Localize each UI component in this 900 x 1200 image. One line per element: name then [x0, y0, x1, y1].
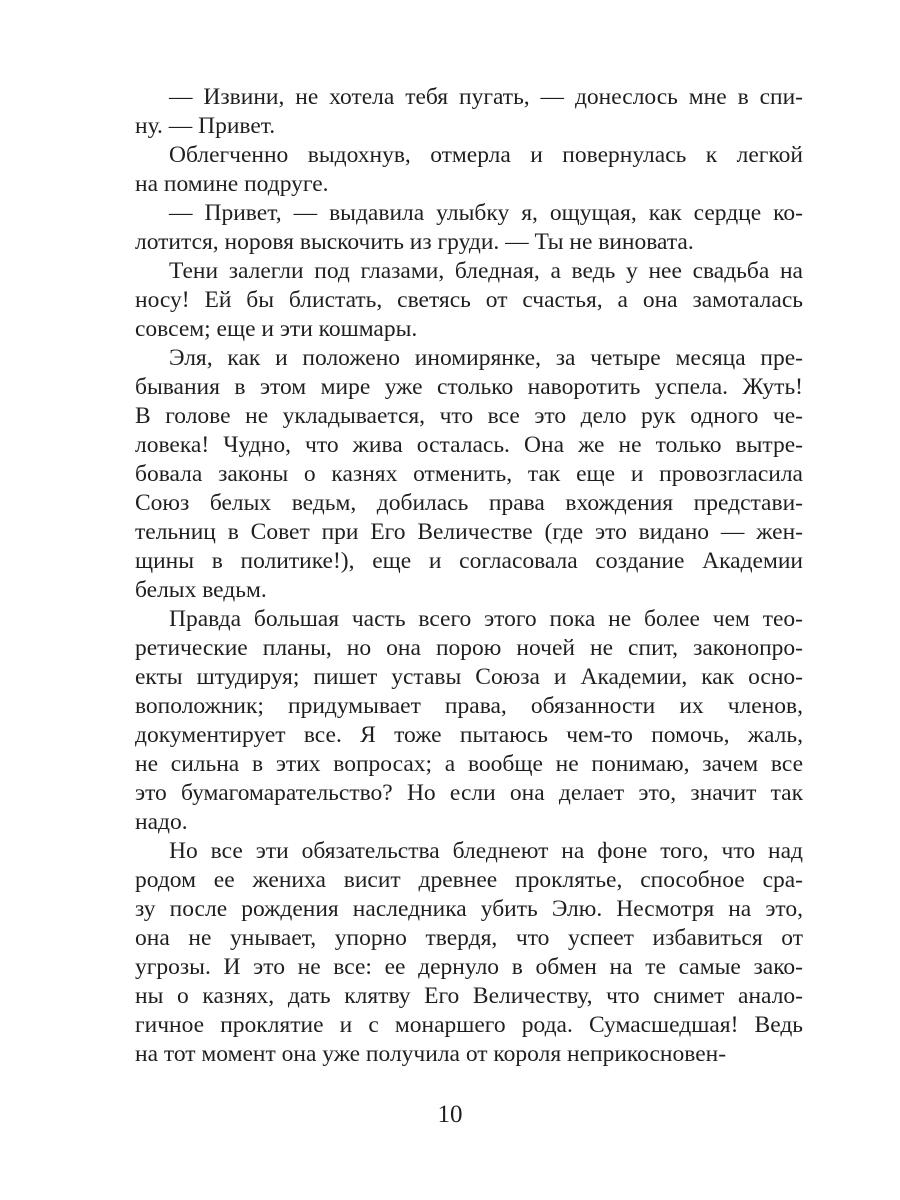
- text-line: бовала законы о казнях отменить, так еще и провозгласила: [135, 461, 803, 487]
- text-line: В голове не укладывается, что все это дело рук одного че-: [135, 403, 803, 429]
- text-line: документирует все. Я тоже пытаюсь чем-то помочь, жаль,: [135, 722, 803, 748]
- text-line: ны о казнях, дать клятву Его Величеству, что снимет анало-: [135, 983, 803, 1009]
- paragraph: [135, 257, 803, 344]
- text-line: надо.: [135, 809, 188, 835]
- text-line: лотится, норовя выскочить из груди. — Ты не виновата.: [135, 229, 694, 255]
- text-line: Эля, как и положено иномирянке, за четыре месяца пре-: [169, 345, 803, 371]
- text-line: бывания в этом мире уже столько наворотить успела. Жуть!: [135, 374, 803, 400]
- text-line: это бумагомарательство? Но если она делает это, значит так: [135, 780, 803, 806]
- text-line: Но все эти обязательства бледнеют на фоне того, что над: [169, 838, 803, 864]
- text-line: воположник; придумывает права, обязанности их членов,: [135, 693, 803, 719]
- text-line: носу! Ей бы блистать, светясь от счастья, а она замоталась: [135, 287, 803, 313]
- paragraph: [135, 344, 803, 605]
- text-line: — Привет, — выдавила улыбку я, ощущая, как сердце ко-: [169, 200, 803, 226]
- page-text: [135, 83, 803, 1069]
- text-line: на помине подруге.: [135, 171, 329, 197]
- text-line: — Извини, не хотела тебя пугать, — донеслось мне в спи-: [169, 84, 803, 110]
- text-line: ловека! Чудно, что жива осталась. Она же не только вытре-: [135, 432, 803, 458]
- text-line: совсем; еще и эти кошмары.: [135, 316, 418, 342]
- text-line: ну. — Привет.: [135, 113, 276, 139]
- text-line: екты штудируя; пишет уставы Союза и Академии, как осно-: [135, 664, 803, 690]
- text-line: угрозы. И это не все: ее дернуло в обмен на те самые зако-: [135, 954, 803, 980]
- page-number: 10: [437, 1101, 463, 1128]
- text-line: она не унывает, упорно твердя, что успеет избавиться от: [135, 925, 803, 951]
- text-line: гичное проклятие и с монаршего рода. Сумасшедшая! Ведь: [135, 1012, 803, 1038]
- text-line: Облегченно выдохнув, отмерла и повернулась к легкой: [169, 142, 803, 168]
- paragraph: [135, 837, 803, 1069]
- paragraph: [135, 199, 803, 257]
- text-line: Союз белых ведьм, добилась права вхождения представи-: [135, 490, 803, 516]
- text-line: Тени залегли под глазами, бледная, а ведь у нее свадьба на: [169, 258, 803, 284]
- text-line: тельниц в Совет при Его Величестве (где это видано — жен-: [135, 519, 803, 545]
- text-line: щины в политике!), еще и согласовала создание Академии: [135, 548, 803, 574]
- paragraph: [135, 83, 803, 141]
- paragraph: [135, 141, 803, 199]
- paragraph: [135, 605, 803, 837]
- text-line: ретические планы, но она порою ночей не спит, законопро-: [135, 635, 803, 661]
- text-line: родом ее жениха висит древнее проклятье, способное сра-: [135, 867, 803, 893]
- text-line: зу после рождения наследника убить Элю. Несмотря на это,: [135, 896, 803, 922]
- text-line: Правда большая часть всего этого пока не более чем тео-: [169, 606, 803, 632]
- text-line: не сильна в этих вопросах; а вообще не понимаю, зачем все: [135, 751, 803, 777]
- text-line: белых ведьм.: [135, 577, 267, 603]
- text-line: на тот момент она уже получила от короля неприкосновен-: [135, 1041, 727, 1067]
